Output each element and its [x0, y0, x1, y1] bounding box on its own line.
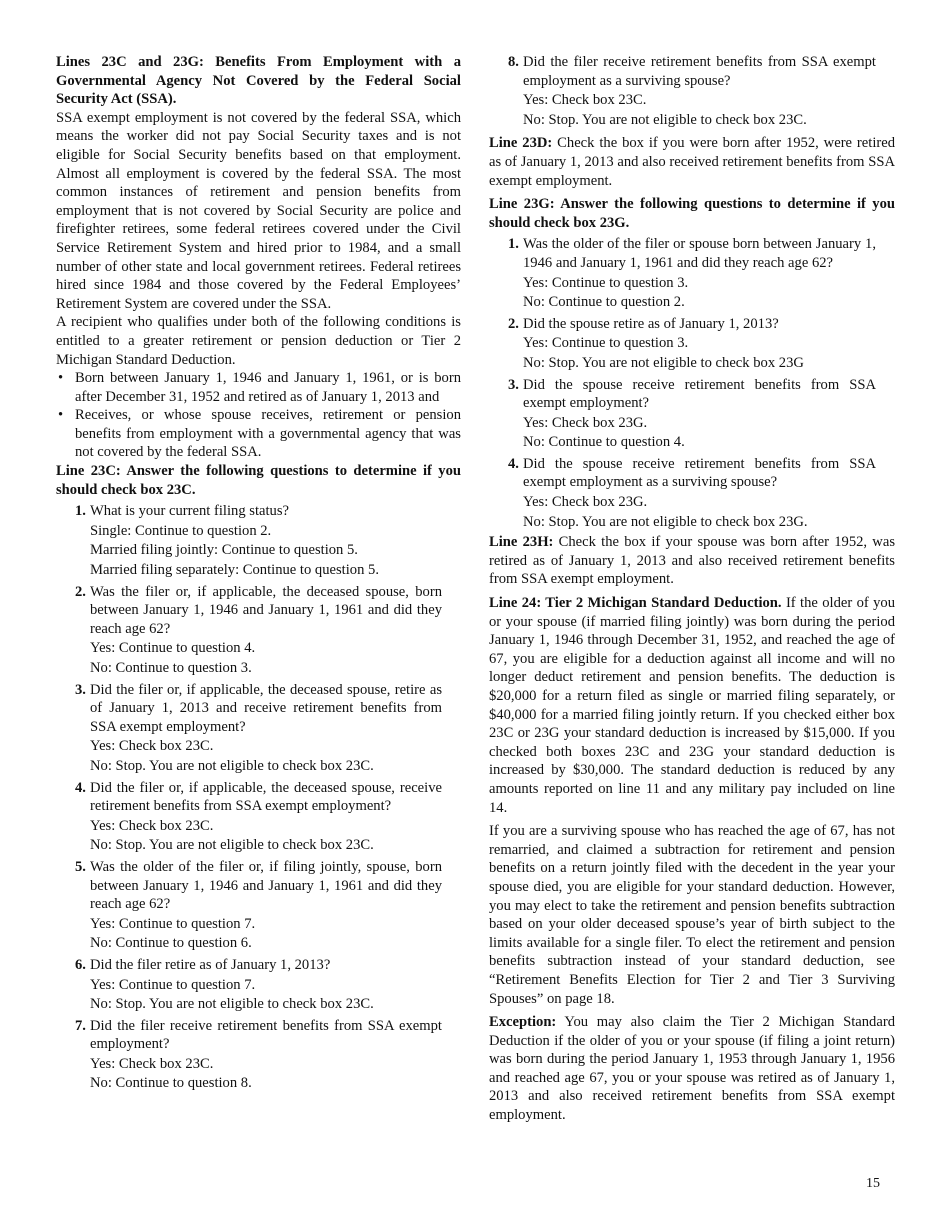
line-23c-heading: Line 23C: Answer the following questions to determine if you should check box 23C.: [56, 463, 461, 498]
line-23d-label: Line 23D:: [489, 135, 553, 152]
answer-text: Yes: Continue to question 3.: [523, 274, 689, 291]
condition-item: • Born between January 1, 1946 and January 1, 1961, or is born after December 31, 1952 and retired as of January 1, 2013 and: [56, 369, 461, 406]
question-text: Did the spouse retire as of January 1, 2013?: [523, 315, 779, 332]
answer-text: Yes: Check box 23C.: [90, 1055, 214, 1072]
question-text: Did the filer or, if applicable, the deceased spouse, retire as of January 1, 2013 and receive retirement benefits from SSA exempt employment?: [90, 681, 442, 735]
line-24-text: If the older of you or your spouse (if married filing jointly) was born during the period January 1, 1946 through December 31, 1952, and reached the age of 67, you are eligible for a deduction against all income and will no longer deduct retirement and pension benefits. The deduction is $20,000 for a return filed as single or married filing separately, or $40,000 for a married filing jointly return. If you checked either box 23C or 23G your standard deduction is increased by $15,000. If you checked both boxes 23C and 23G your standard deduction is increased by $30,000. The standard deduction is reduced by any amounts reported on line 11 and any military pay included on line 14.: [489, 595, 895, 816]
answer-text: Yes: Continue to question 7.: [90, 915, 256, 932]
line-23h-text: Check the box if your spouse was born after 1952, was retired as of January 1, 2013 and also received retirement benefits from SSA exempt employment.: [489, 534, 896, 588]
question-text: Did the spouse receive retirement benefits from SSA exempt employment?: [523, 376, 876, 412]
line-24-paragraph: [489, 594, 895, 817]
question-item: [489, 455, 895, 531]
question-text: Did the filer receive retirement benefits from SSA exempt employment?: [90, 1017, 442, 1053]
answer-text: Yes: Continue to question 3.: [523, 335, 689, 352]
exception-paragraph: [489, 1013, 895, 1125]
condition-item: • Receives, or whose spouse receives, retirement or pension benefits from employment with a governmental agency that was not covered by the federal SSA.: [56, 406, 461, 462]
question-item: [56, 583, 461, 678]
question-text: Did the filer or, if applicable, the deceased spouse, receive retirement benefits from SSA exempt employment?: [90, 779, 442, 815]
question-item: [489, 376, 895, 452]
question-number: 4.: [508, 455, 519, 472]
answer-text: Married filing jointly: Continue to question 5.: [90, 542, 358, 559]
question-item: [56, 681, 461, 776]
question-number: 7.: [75, 1017, 86, 1034]
question-number: 2.: [75, 583, 86, 600]
answer-text: Yes: Check box 23G.: [523, 494, 648, 511]
line-24-label: Line 24: Tier 2 Michigan Standard Deduction.: [489, 595, 782, 612]
line-23d-text: Check the box if you were born after 1952, were retired as of January 1, 2013 and also received retirement benefits from SSA exempt employment.: [489, 135, 896, 189]
conditions-list: [56, 369, 461, 462]
answer-text: Single: Continue to question 2.: [90, 522, 272, 539]
answer-text: No: Stop. You are not eligible to check box 23C.: [523, 111, 807, 128]
question-number: 5.: [75, 858, 86, 875]
intro-paragraph-1: SSA exempt employment is not covered by the federal SSA, which means the worker did not pay Social Security taxes and is not eligible for Social Security benefits based on that employment. Almost all employment is covered by the federal SSA. The most common instances of retirement and pension benefits from employment that is not covered by Social Security are police and firefighter retirees, some federal retirees covered under the Civil Service Retirement System and hired prior to 1984, and a small number of other state and local government retirees. Federal retirees hired since 1984 and those covered by the Federal Employees’ Retirement System are covered under the SSA.: [56, 109, 461, 312]
question-text: Did the spouse receive retirement benefits from SSA exempt employment as a surviving spouse?: [523, 455, 876, 491]
question-number: 3.: [508, 376, 519, 393]
answer-text: Yes: Check box 23C.: [90, 817, 214, 834]
questions-23g: [489, 235, 895, 531]
question-text: Was the filer or, if applicable, the deceased spouse, born between January 1, 1946 and January 1, 1961 and did they reach age 62?: [90, 583, 442, 637]
question-text: What is your current filing status?: [90, 503, 289, 520]
answer-text: Yes: Check box 23C.: [90, 738, 214, 755]
answer-text: No: Continue to question 6.: [90, 935, 252, 952]
line-23g-heading: Line 23G: Answer the following questions to determine if you should check box 23G.: [489, 196, 895, 231]
right-column: [489, 53, 895, 1125]
question-number: 6.: [75, 956, 86, 973]
question-item: [56, 502, 461, 579]
answer-text: No: Stop. You are not eligible to check box 23C.: [90, 837, 374, 854]
question-item: [56, 956, 461, 1014]
answer-text: No: Continue to question 8.: [90, 1075, 252, 1092]
section-heading: Lines 23C and 23G: Benefits From Employment with a Governmental Agency Not Covered by the Federal Social Security Act (SSA).: [56, 54, 461, 108]
questions-23c: [56, 502, 461, 1093]
answer-text: Yes: Check box 23G.: [523, 414, 648, 431]
question-text: Did the filer retire as of January 1, 2013?: [90, 956, 331, 973]
line-23d-paragraph: [489, 134, 895, 190]
question-item: [56, 858, 461, 953]
answer-text: Yes: Check box 23C.: [523, 92, 647, 109]
question-number: 4.: [75, 779, 86, 796]
answer-text: No: Continue to question 4.: [523, 434, 685, 451]
answer-text: No: Continue to question 3.: [90, 660, 252, 676]
question-text: Did the filer receive retirement benefits from SSA exempt employment as a surviving spouse?: [523, 54, 876, 89]
left-column: [56, 53, 461, 1093]
answer-text: No: Stop. You are not eligible to check box 23C.: [90, 757, 374, 774]
answer-text: No: Stop. You are not eligible to check box 23C.: [90, 996, 374, 1013]
question-number: 1.: [508, 236, 519, 253]
question-number: 2.: [508, 315, 519, 332]
question-item: [56, 1017, 461, 1093]
question-number: 8.: [508, 54, 519, 70]
exception-text: You may also claim the Tier 2 Michigan Standard Deduction if the older of you or your spouse (if filing a joint return) was born during the period January 1, 1953 through January 1, 1956 and reached age 67, you or your spouse was retired as of January 1, 2013 and also received retirement benefits from SSA exempt employment.: [489, 1014, 895, 1124]
answer-text: No: Stop. You are not eligible to check box 23G: [523, 354, 804, 371]
answer-text: Yes: Continue to question 4.: [90, 640, 256, 657]
surviving-spouse-paragraph: If you are a surviving spouse who has reached the age of 67, has not remarried, and claimed a subtraction for retirement and pension benefits on a return jointly filed with the decedent in the year your spouse died, you are eligible for your standard deduction. However, you may elect to take the retirement and pension benefits subtraction based on your older deceased spouse’s year of birth subject to the limits available for a single filer. To elect the retirement and pension benefits subtraction instead of your standard deduction, see “Retirement Benefits Election for Tier 2 and Tier 3 Surviving Spouses” on page 18.: [489, 823, 895, 1007]
answer-text: No: Stop. You are not eligible to check box 23G.: [523, 513, 808, 530]
line-23h-paragraph: [489, 533, 895, 589]
question-item: [489, 315, 895, 373]
question-number: 1.: [75, 503, 86, 520]
question-item: [489, 235, 895, 311]
exception-label: Exception:: [489, 1014, 557, 1031]
question-text: Was the older of the filer or spouse born between January 1, 1946 and January 1, 1961 and did they reach age 62?: [523, 236, 876, 271]
question-item: [489, 53, 895, 129]
intro-paragraph-2: A recipient who qualifies under both of the following conditions is entitled to a greater retirement or pension deduction or Tier 2 Michigan Standard Deduction.: [56, 314, 461, 368]
answer-text: Yes: Continue to question 7.: [90, 976, 256, 993]
question-text: Was the older of the filer or, if filing jointly, spouse, born between January 1, 1946 and January 1, 1961 and did they reach age 62?: [90, 858, 442, 913]
answer-text: No: Continue to question 2.: [523, 294, 685, 311]
question-number: 3.: [75, 681, 86, 698]
line-23h-label: Line 23H:: [489, 534, 554, 551]
page-number: 15: [866, 1176, 880, 1191]
question-item: [56, 779, 461, 855]
answer-text: Married filing separately: Continue to question 5.: [90, 562, 379, 579]
